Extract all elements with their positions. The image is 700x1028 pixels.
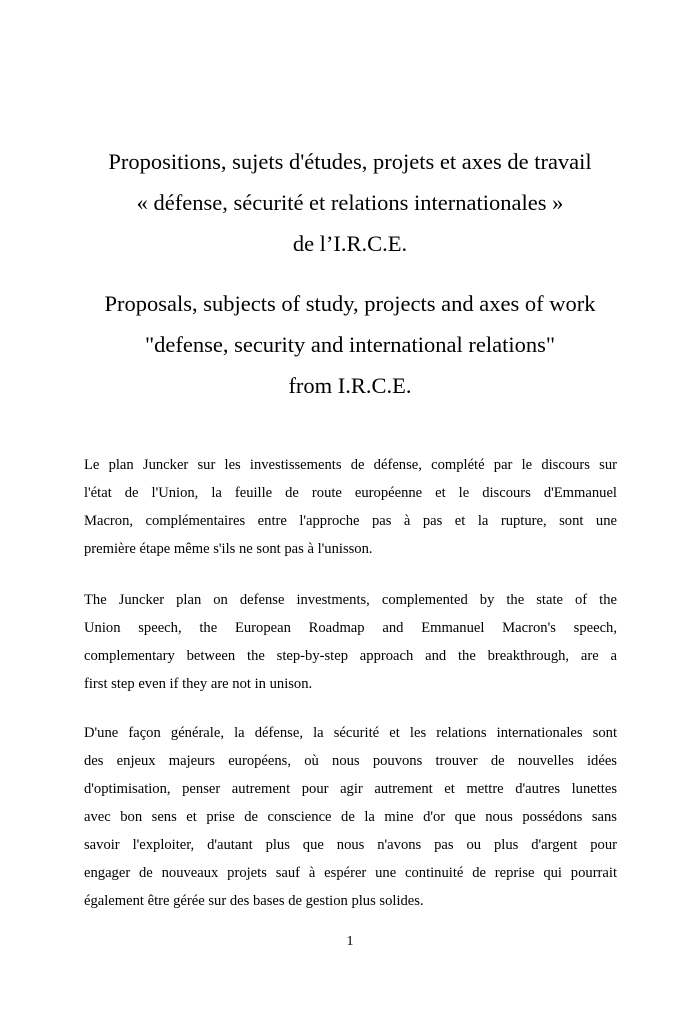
title-english bbox=[40, 283, 660, 406]
paragraph-line: complementary between the step-by-step approach and the breakthrough, are a bbox=[84, 648, 617, 664]
paragraph-line: avec bon sens et prise de conscience de la mine d'or que nous possédons sans bbox=[84, 809, 617, 825]
paragraph-line: Union speech, the European Roadmap and Emmanuel Macron's speech, bbox=[84, 620, 617, 636]
paragraph-english-intro bbox=[84, 586, 617, 698]
page-number: 1 bbox=[346, 934, 354, 949]
paragraph-line: first step even if they are not in unison. bbox=[84, 676, 313, 692]
paragraph-line: D'une façon générale, la défense, la sécurité et les relations internationales sont bbox=[84, 725, 617, 741]
paragraph-line: l'état de l'Union, la feuille de route européenne et le discours d'Emmanuel bbox=[84, 485, 617, 501]
title-french-line-2: « défense, sécurité et relations internationales » bbox=[136, 190, 564, 215]
paragraph-line: des enjeux majeurs européens, où nous pouvons trouver de nouvelles idées bbox=[84, 753, 617, 769]
paragraph-line: Le plan Juncker sur les investissements de défense, complété par le discours sur bbox=[84, 457, 617, 473]
paragraph-line: savoir l'exploiter, d'autant plus que nous n'avons pas ou plus d'argent pour bbox=[84, 837, 617, 853]
paragraph-line: Macron, complémentaires entre l'approche pas à pas et la rupture, sont une bbox=[84, 513, 617, 529]
title-french-line-3: de l’I.R.C.E. bbox=[292, 231, 408, 256]
paragraph-french-intro bbox=[84, 451, 617, 563]
title-english-line-1: Proposals, subjects of study, projects and axes of work bbox=[104, 291, 596, 316]
paragraph-line: également être gérée sur des bases de gestion plus solides. bbox=[84, 893, 424, 909]
paragraph-line: engager de nouveaux projets sauf à espérer une continuité de reprise qui pourrait bbox=[84, 865, 617, 881]
title-french-line-1: Propositions, sujets d'études, projets et axes de travail bbox=[108, 149, 592, 174]
paragraph-line: The Juncker plan on defense investments, complemented by the state of the bbox=[84, 592, 617, 608]
paragraph-line: d'optimisation, penser autrement pour agir autrement et mettre d'autres lunettes bbox=[84, 781, 617, 797]
paragraph-french-general bbox=[84, 719, 617, 915]
title-english-line-3: from I.R.C.E. bbox=[288, 373, 412, 398]
title-english-line-2: "defense, security and international relations" bbox=[144, 332, 556, 357]
paragraph-line: première étape même s'ils ne sont pas à l'unisson. bbox=[84, 541, 373, 557]
title-french bbox=[40, 141, 660, 264]
